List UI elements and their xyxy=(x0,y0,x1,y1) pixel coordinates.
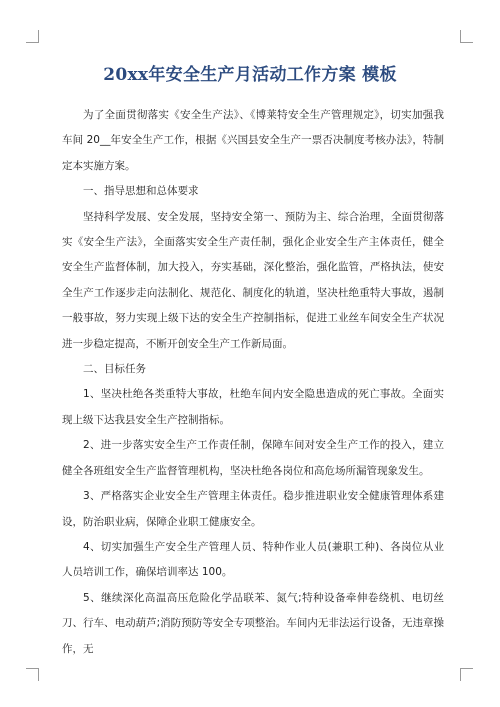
section-heading-guiding-principles: 一、指导思想和总体要求 xyxy=(83,185,199,198)
goal-item-4: 4、切实加强生产安全生产管理人员、特种作业人员(兼职工种)、各岗位从业人员培训工作，确保培训率达 100。 xyxy=(62,540,444,579)
goal-item-1: 1、坚决杜绝各类重特大事故，杜绝车间内安全隐患造成的死亡事故。全面实现上级下达我县安全生产控制指标。 xyxy=(62,388,444,426)
section-heading-goals: 二、目标任务 xyxy=(83,363,146,376)
goal-item-3: 3、严格落实企业安全生产管理主体责任。稳步推进职业安全健康管理体系建设，防治职业病，保障企业职工健康安全。 xyxy=(62,490,444,528)
document-body xyxy=(62,103,444,662)
crop-mark-bottom-right xyxy=(460,668,473,681)
crop-mark-top-right xyxy=(460,30,473,43)
guiding-principles-paragraph: 坚持科学发展、安全发展，坚持安全第一、预防为主、综合治理，全面贯彻落实《安全生产法》，全面落实安全生产责任制，强化企业安全生产主体责任，健全安全生产监督体制，加大投入，夯实基础，深化整治，强化监管，严格执法，使安全生产工作逐步走向法制化、规范化、制度化的轨道，坚决杜绝重特大事故，遏制一般事故，努力实现上级下达的安全生产控制指标，促进工业丝车间安全生产状况进一步稳定提高，不断开创安全生产工作新局面。 xyxy=(62,210,444,350)
goal-item-5: 5、继续深化高温高压危险化学品联苯、氮气;特种设备牵伸卷绕机、电切丝刀、行车、电动葫芦;消防预防等安全专项整治。车间内无非法运行设备，无违章操作，无 xyxy=(62,591,444,655)
goal-item-2: 2、进一步落实安全生产工作责任制，保障车间对安全生产工作的投入，建立健全各班组安全生产监督管理机构，坚决杜绝各岗位和高危场所漏管现象发生。 xyxy=(62,439,444,477)
crop-mark-top-left xyxy=(26,30,39,43)
intro-paragraph: 为了全面贯彻落实《安全生产法》、《博莱特安全生产管理规定》，切实加强我车间 20__年安全生产工作，根据《兴国县安全生产一票否决制度考核办法》，特制定本实施方案。 xyxy=(62,109,444,172)
document-title: 20xx年安全生产月活动工作方案 模板 xyxy=(103,65,397,85)
crop-mark-bottom-left xyxy=(26,668,39,681)
